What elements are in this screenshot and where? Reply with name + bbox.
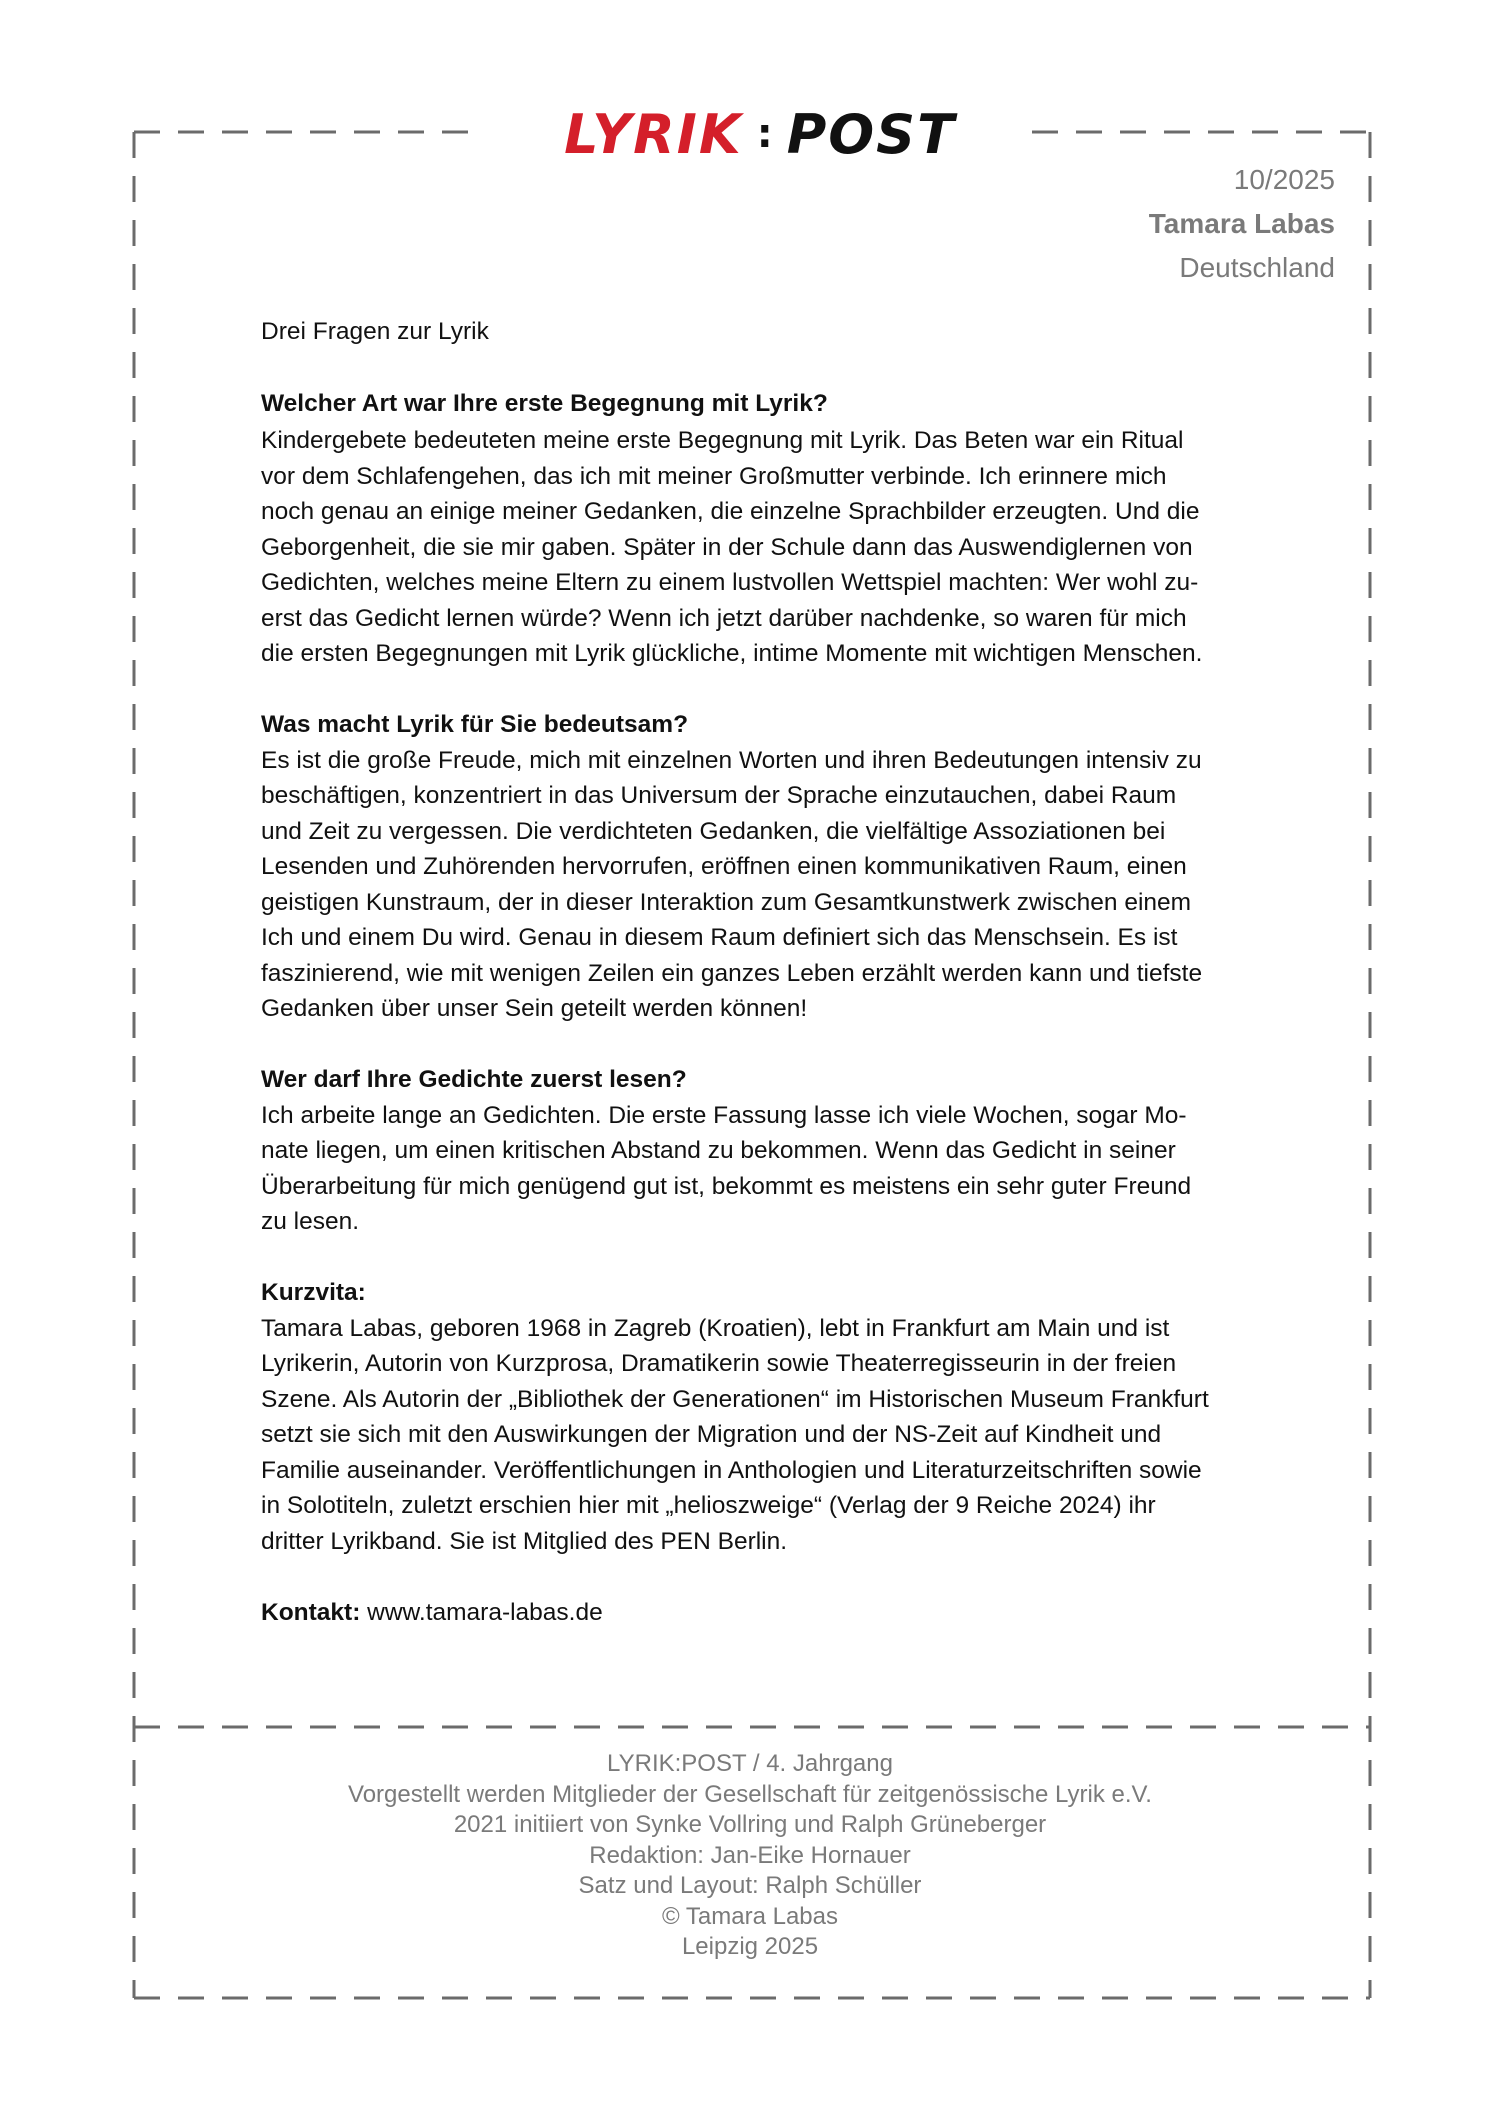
author-name: Tamara Labas [1148, 208, 1335, 239]
question-2: Was macht Lyrik für Sie bedeutsam? [261, 711, 689, 738]
answer-1-line: noch genau an einige meiner Gedanken, die einzelne Sprachbilder erzeugten. Und die [261, 498, 1200, 525]
answer-1-line: Gedichten, welches meine Eltern zu einem lustvollen Wettspiel machten: Wer wohl zu- [261, 569, 1199, 596]
footer-line: Leipzig 2025 [681, 1933, 819, 1960]
qa-block-1 [261, 386, 1261, 672]
issue-number: 10/2025 [1233, 164, 1335, 195]
answer-2-line: Lesenden und Zuhörenden hervorrufen, eröffnen einen kommunikativen Raum, einen [261, 853, 1187, 880]
bio-line: dritter Lyrikband. Sie ist Mitglied des PEN Berlin. [261, 1527, 788, 1555]
bio-title: Kurzvita: [261, 1279, 366, 1306]
answer-2-line: faszinierend, wie mit wenigen Zeilen ein ganzes Leben erzählt werden kann und tiefste [261, 959, 1203, 987]
answer-3-line: zu lesen. [261, 1208, 360, 1235]
answer-2-line: Es ist die große Freude, mich mit einzelnen Worten und ihren Bedeutungen intensiv zu [261, 746, 1202, 774]
answer-2-line: Gedanken über unser Sein geteilt werden können! [261, 995, 808, 1022]
question-1: Welcher Art war Ihre erste Begegnung mit Lyrik? [261, 389, 828, 417]
logo-lyrik-text: LYRIK [564, 102, 743, 166]
question-3: Wer darf Ihre Gedichte zuerst lesen? [261, 1066, 687, 1093]
bio-line: Familie auseinander. Veröffentlichungen in Anthologien und Literaturzeitschriften sowie [261, 1456, 1202, 1484]
logo-separator: : [756, 111, 773, 157]
bio-line: Szene. Als Autorin der „Bibliothek der Generationen“ im Historischen Museum Frankfurt [261, 1385, 1209, 1413]
lyrik-post-logo [560, 98, 960, 170]
bio-line: setzt sie sich mit den Auswirkungen der Migration und der NS-Zeit auf Kindheit und [261, 1421, 1162, 1448]
answer-2-line: geistigen Kunstraum, der in dieser Interaktion zum Gesamtkunstwerk zwischen einem [261, 888, 1192, 916]
bio-line: in Solotiteln, zuletzt erschien hier mit „helioszweige“ (Verlag der 9 Reiche 2024) ihr [261, 1492, 1156, 1519]
answer-1-line: die ersten Begegnungen mit Lyrik glückliche, intime Momente mit wichtigen Menschen. [261, 640, 1203, 667]
issue-meta [1149, 158, 1335, 290]
answer-1-line: erst das Gedicht lernen würde? Wenn ich jetzt darüber nachdenke, so waren für mich [261, 604, 1187, 632]
qa-block-3 [261, 1062, 1261, 1240]
answer-3-line: nate liegen, um einen kritischen Abstand zu bekommen. Wenn das Gedicht in seiner [261, 1137, 1176, 1164]
footer-line: Satz und Layout: Ralph Schüller [578, 1872, 922, 1899]
article-body [261, 314, 1261, 1630]
footer-line: Vorgestellt werden Mitglieder der Gesellschaft für zeitgenössische Lyrik e.V. [348, 1780, 1152, 1808]
answer-3-line: Überarbeitung für mich genügend gut ist, bekommt es meistens ein sehr guter Freund [261, 1172, 1192, 1200]
footer-credits [0, 1749, 1500, 1963]
footer-line: 2021 initiiert von Synke Vollring und Ralph Grüneberger [453, 1811, 1047, 1838]
answer-2-line: beschäftigen, konzentriert in das Universum der Sprache einzutauchen, dabei Raum [261, 782, 1177, 809]
answer-1-line: vor dem Schlafengehen, das ich mit meiner Großmutter verbinde. Ich erinnere mich [261, 462, 1167, 490]
intro-heading: Drei Fragen zur Lyrik [261, 318, 489, 345]
answer-3-line: Ich arbeite lange an Gedichten. Die erste Fassung lasse ich viele Wochen, sogar Mo- [261, 1101, 1187, 1129]
answer-1-line: Kindergebete bedeuteten meine erste Begegnung mit Lyrik. Das Beten war ein Ritual [261, 427, 1184, 454]
answer-1-line: Geborgenheit, die sie mir gaben. Später in der Schule dann das Auswendiglernen von [261, 533, 1193, 561]
author-country: Deutschland [1179, 252, 1335, 283]
footer-line: © Tamara Labas [661, 1902, 838, 1930]
footer-line: Redaktion: Jan-Eike Hornauer [589, 1841, 911, 1869]
bio-line: Lyrikerin, Autorin von Kurzprosa, Dramatikerin sowie Theaterregisseurin in der freien [261, 1350, 1177, 1377]
contact-line [261, 1595, 1261, 1631]
contact-label: Kontakt: [261, 1598, 361, 1626]
contact-website-link[interactable]: www.tamara-labas.de [367, 1598, 603, 1626]
footer-line: LYRIK:POST / 4. Jahrgang [607, 1750, 893, 1777]
bio-block [261, 1275, 1261, 1559]
bio-line: Tamara Labas, geboren 1968 in Zagreb (Kroatien), lebt in Frankfurt am Main und ist [261, 1314, 1170, 1342]
logo-post-text: POST [786, 102, 956, 166]
answer-2-line: und Zeit zu vergessen. Die verdichteten Gedanken, die vielfältige Assoziationen bei [261, 817, 1166, 845]
answer-2-line: Ich und einem Du wird. Genau in diesem Raum definiert sich das Menschsein. Es ist [261, 924, 1178, 951]
qa-block-2 [261, 707, 1261, 1027]
